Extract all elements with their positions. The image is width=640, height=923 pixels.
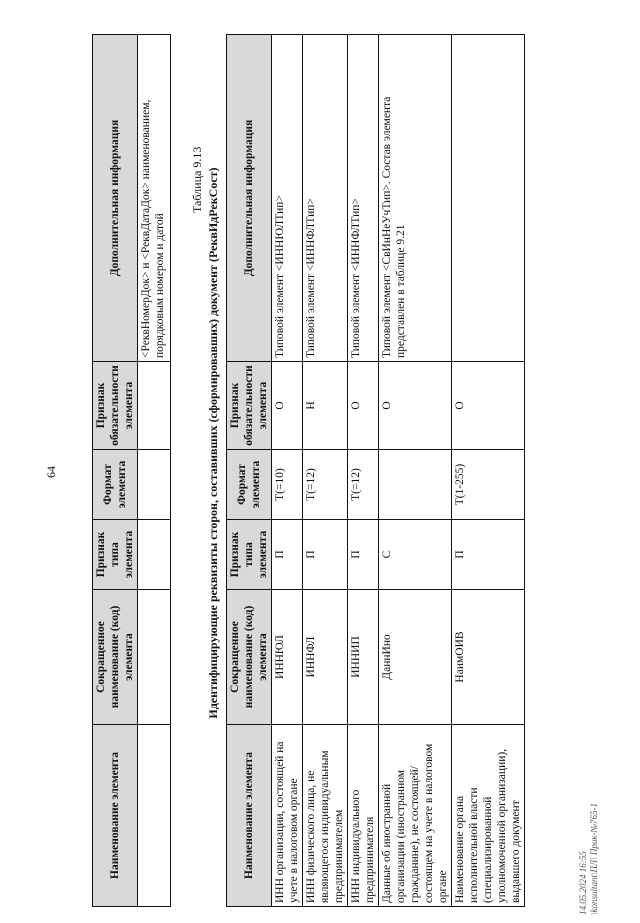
header-name: Наименование элемента [227, 725, 272, 907]
table-row [379, 35, 452, 907]
table-continuation [92, 34, 171, 907]
cell-type: П [272, 520, 303, 590]
cell-format: T(=12) [303, 450, 348, 520]
footer-stamp [578, 803, 600, 915]
cell-info [452, 35, 525, 362]
cell-required [138, 362, 171, 450]
table-row [138, 35, 171, 907]
footer-path: \konsultant\ПЛ\ Прик-№765-1 [589, 802, 599, 915]
header-name: Наименование элемента [93, 725, 138, 907]
cell-format [379, 450, 452, 520]
cell-type: С [379, 520, 452, 590]
cell-code: ДаннИно [379, 590, 452, 725]
table-caption: Таблица 9.13 [190, 146, 204, 213]
cell-required: О [379, 362, 452, 450]
cell-name: Данные об иностранной организации (иностранном гражданине), не состоящей/состоящем на учете в налоговом органе [379, 725, 452, 907]
table-row [348, 35, 379, 907]
cell-info: Типовой элемент <ИННФЛТип> [348, 35, 379, 362]
cell-code: ИННИП [348, 590, 379, 725]
cell-type: П [348, 520, 379, 590]
cell-name [138, 725, 171, 907]
header-info: Дополнительная информация [93, 35, 138, 362]
cell-code [138, 590, 171, 725]
header-type: Признак типа элемента [227, 520, 272, 590]
cell-info: Типовой элемент <ИННЮЛТип> [272, 35, 303, 362]
cell-name: ИНН организации, состоящей на учете в налоговом органе [272, 725, 303, 907]
header-code: Сокращенное наименование (код) элемента [227, 590, 272, 725]
cell-name: ИНН физического лица, не являющегося индивидуальным предпринимателем [303, 725, 348, 907]
table-row [452, 35, 525, 907]
footer-date: 14.05.2024 16:55 [578, 851, 588, 915]
table-header-row [227, 35, 272, 907]
cell-info: <РеквНомерДок> и <РеквДатаДок> наименованием, порядковым номером и датой [138, 35, 171, 362]
cell-required: Н [303, 362, 348, 450]
cell-type: П [452, 520, 525, 590]
cell-code: ИННФЛ [303, 590, 348, 725]
cell-format: T(=10) [272, 450, 303, 520]
cell-code: НаимОИВ [452, 590, 525, 725]
cell-required: О [348, 362, 379, 450]
cell-type [138, 520, 171, 590]
cell-format: T(1-255) [452, 450, 525, 520]
cell-type: П [303, 520, 348, 590]
cell-name: Наименование органа исполнительной власти (специализированной уполномоченной организации), выдавшего документ [452, 725, 525, 907]
cell-required: О [272, 362, 303, 450]
table-row [303, 35, 348, 907]
cell-info: Типовой элемент <СвИнНеУчТип>. Состав элемента представлен в таблице 9.21 [379, 35, 452, 362]
cell-required: О [452, 362, 525, 450]
page-number: 64 [44, 466, 58, 478]
header-code: Сокращенное наименование (код) элемента [93, 590, 138, 725]
header-format: Формат элемента [93, 450, 138, 520]
table-title: Идентифицирующие реквизиты сторон, составивших (сформировавших) документ (РеквИдРекСост) [206, 167, 220, 719]
header-required: Признак обязательности элемента [227, 362, 272, 450]
cell-format: T(=12) [348, 450, 379, 520]
header-format: Формат элемента [227, 450, 272, 520]
cell-info: Типовой элемент <ИННФЛТип> [303, 35, 348, 362]
header-type: Признак типа элемента [93, 520, 138, 590]
cell-code: ИННЮЛ [272, 590, 303, 725]
header-required: Признак обязательности элемента [93, 362, 138, 450]
header-info: Дополнительная информация [227, 35, 272, 362]
cell-name: ИНН индивидуального предпринимателя [348, 725, 379, 907]
cell-format [138, 450, 171, 520]
requisites-table [226, 34, 525, 907]
table-header-row [93, 35, 138, 907]
table-row [272, 35, 303, 907]
